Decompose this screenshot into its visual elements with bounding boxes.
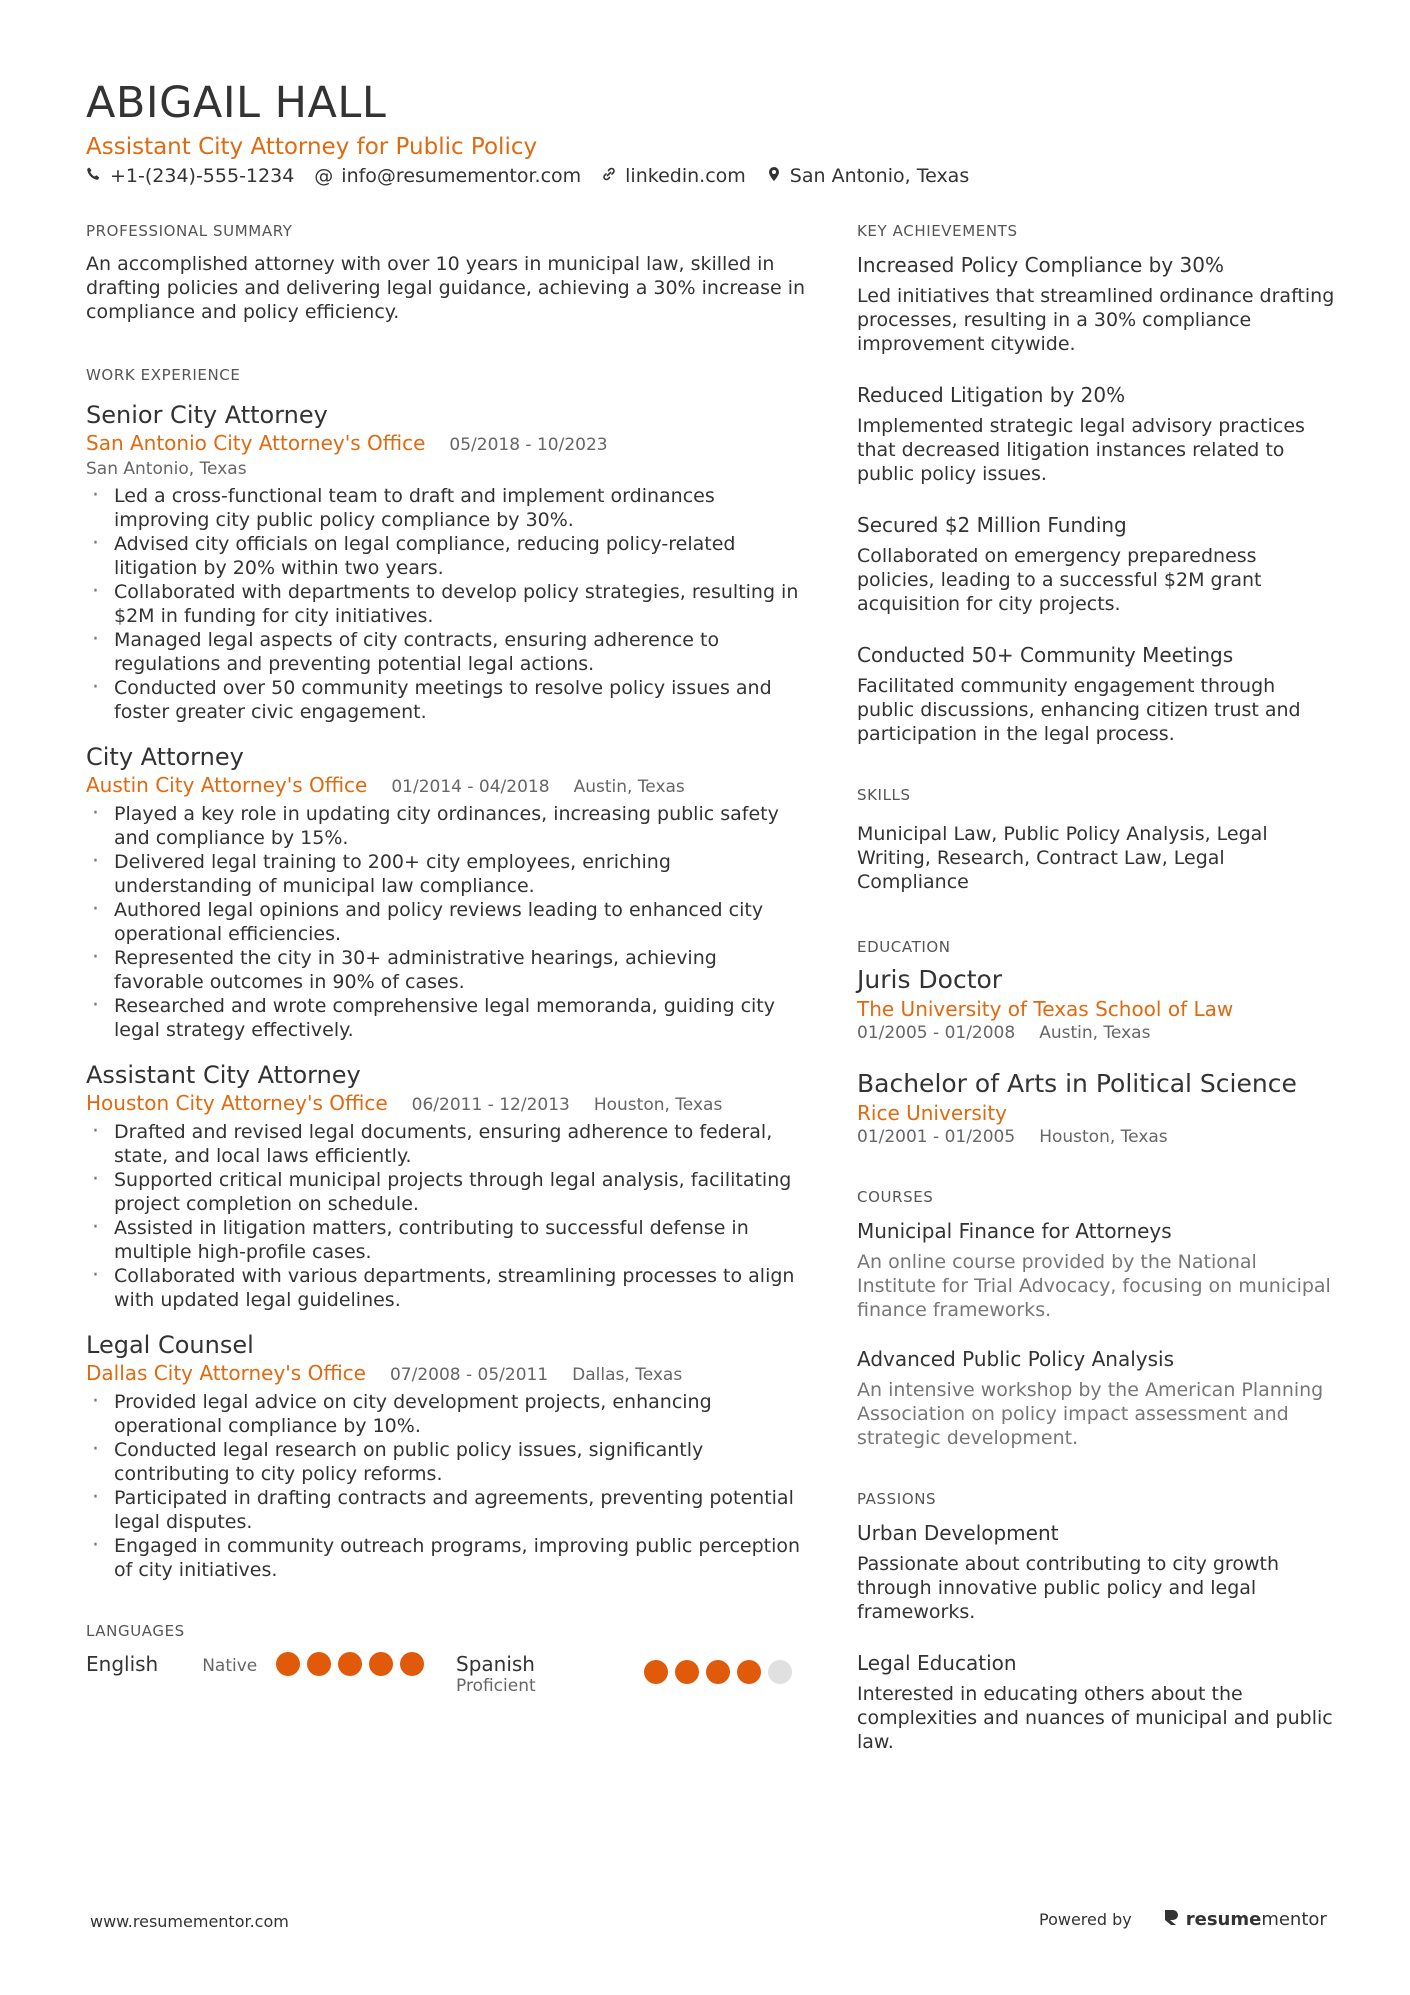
contact-bar xyxy=(86,165,969,187)
course-title: Advanced Public Policy Analysis xyxy=(857,1347,1174,1371)
phone-text: +1-(234)-555-1234 xyxy=(110,165,295,187)
education-location: Austin, Texas xyxy=(1039,1023,1151,1043)
course-item xyxy=(857,1346,1337,1450)
job-title: City Attorney xyxy=(86,743,244,771)
job-title: Senior City Attorney xyxy=(86,401,328,429)
language-rating xyxy=(644,1660,792,1684)
language-level: Proficient xyxy=(456,1676,536,1696)
email-text: info@resumementor.com xyxy=(341,165,582,187)
education-degree: Juris Doctor xyxy=(857,965,1003,994)
job-company: Dallas City Attorney's Office xyxy=(86,1361,366,1385)
achievement-title: Reduced Litigation by 20% xyxy=(857,383,1126,407)
course-desc: An intensive workshop by the American Planning Association on policy impact assessment and strategic development. xyxy=(857,1379,1324,1449)
passion-item xyxy=(857,1650,1337,1754)
job-location: San Antonio, Texas xyxy=(86,459,247,479)
passion-desc: Passionate about contributing to city growth through innovative public policy and legal frameworks. xyxy=(857,1553,1279,1623)
job-bullet: · Delivered legal training to 200+ city employees, enriching understanding of municipal law compliance. xyxy=(86,850,806,898)
courses-title: COURSES xyxy=(857,1188,934,1206)
education-school: The University of Texas School of Law xyxy=(857,997,1234,1021)
location-text: San Antonio, Texas xyxy=(789,165,970,187)
experience-title: WORK EXPERIENCE xyxy=(86,366,241,384)
job-location: Houston, Texas xyxy=(593,1095,723,1115)
passion-item xyxy=(857,1520,1337,1624)
job-bullets xyxy=(86,1120,806,1312)
rating-dot-filled xyxy=(400,1652,424,1676)
footer-website[interactable]: www.resumementor.com xyxy=(90,1912,289,1931)
passions-title: PASSIONS xyxy=(857,1490,937,1508)
job-bullet: · Supported critical municipal projects through legal analysis, facilitating project completion on schedule. xyxy=(86,1168,806,1216)
education-dates: 01/2005 - 01/2008 xyxy=(857,1023,1016,1043)
rating-dot-filled xyxy=(706,1660,730,1684)
job-entry xyxy=(86,1330,806,1582)
contact-email[interactable] xyxy=(314,165,581,187)
job-company: Austin City Attorney's Office xyxy=(86,773,368,797)
job-bullets xyxy=(86,484,806,724)
achievement-item xyxy=(857,252,1337,356)
language-label xyxy=(86,1652,276,1676)
achievement-desc: Implemented strategic legal advisory practices that decreased litigation instances related to public policy issues. xyxy=(857,415,1305,485)
job-dates: 06/2011 - 12/2013 xyxy=(411,1095,570,1115)
job-entry xyxy=(86,1060,806,1312)
candidate-role: Assistant City Attorney for Public Policy xyxy=(86,134,538,160)
language-rating xyxy=(276,1652,424,1676)
achievement-title: Conducted 50+ Community Meetings xyxy=(857,643,1234,667)
language-item xyxy=(86,1652,456,1676)
languages-list xyxy=(86,1652,806,1696)
course-title: Municipal Finance for Attorneys xyxy=(857,1219,1172,1243)
contact-linkedin[interactable] xyxy=(601,165,746,187)
rating-dot-filled xyxy=(737,1660,761,1684)
job-company: Houston City Attorney's Office xyxy=(86,1091,388,1115)
brand-logo[interactable] xyxy=(1162,1908,1327,1931)
job-bullet: · Authored legal opinions and policy reviews leading to enhanced city operational efficiencies. xyxy=(86,898,806,946)
achievement-title: Increased Policy Compliance by 30% xyxy=(857,253,1225,277)
education-dates: 01/2001 - 01/2005 xyxy=(857,1127,1016,1147)
education-school: Rice University xyxy=(857,1101,1007,1125)
job-entry xyxy=(86,400,806,724)
candidate-name: ABIGAIL HALL xyxy=(86,78,387,128)
job-bullet: · Participated in drafting contracts and agreements, preventing potential legal disputes. xyxy=(86,1486,806,1534)
job-bullet: · Played a key role in updating city ordinances, increasing public safety and compliance by 15%. xyxy=(86,802,806,850)
phone-icon xyxy=(86,165,102,187)
achievement-title: Secured $2 Million Funding xyxy=(857,513,1127,537)
at-icon: @ xyxy=(314,165,334,187)
job-location: Austin, Texas xyxy=(573,777,685,797)
achievements-title: KEY ACHIEVEMENTS xyxy=(857,222,1018,240)
job-meta xyxy=(86,430,806,458)
job-location: Dallas, Texas xyxy=(572,1365,683,1385)
contact-location xyxy=(766,165,969,187)
education-degree: Bachelor of Arts in Political Science xyxy=(857,1069,1297,1098)
rating-dot-filled xyxy=(369,1652,393,1676)
link-icon xyxy=(601,165,617,187)
passion-desc: Interested in educating others about the complexities and nuances of municipal and public law. xyxy=(857,1683,1333,1753)
summary-title: PROFESSIONAL SUMMARY xyxy=(86,222,293,240)
job-meta xyxy=(86,772,806,800)
rating-dot-empty xyxy=(768,1660,792,1684)
education-item xyxy=(857,964,1337,1044)
job-meta xyxy=(86,1090,806,1118)
education-location: Houston, Texas xyxy=(1039,1127,1168,1147)
course-item xyxy=(857,1218,1337,1322)
linkedin-text: linkedin.com xyxy=(625,165,746,187)
brand-wordmark: resumementor xyxy=(1185,1909,1327,1930)
job-bullet: · Advised city officials on legal compliance, reducing policy-related litigation by 20% within two years. xyxy=(86,532,806,580)
job-dates: 05/2018 - 10/2023 xyxy=(449,435,608,455)
language-level: Native xyxy=(202,1656,258,1676)
education-title: EDUCATION xyxy=(857,938,951,956)
job-company: San Antonio City Attorney's Office xyxy=(86,431,426,455)
job-dates: 07/2008 - 05/2011 xyxy=(389,1365,549,1385)
summary-text: An accomplished attorney with over 10 years in municipal law, skilled in drafting policies and delivering legal guidance, achieving a 30% increase in compliance and policy efficiency. xyxy=(86,253,806,323)
job-bullets xyxy=(86,1390,806,1582)
job-bullet: · Researched and wrote comprehensive legal memoranda, guiding city legal strategy effectively. xyxy=(86,994,806,1042)
job-bullet: · Conducted legal research on public policy issues, significantly contributing to city policy reforms. xyxy=(86,1438,806,1486)
job-bullets xyxy=(86,802,806,1042)
rating-dot-filled xyxy=(644,1660,668,1684)
achievement-item xyxy=(857,512,1337,616)
job-meta xyxy=(86,1360,806,1388)
job-bullet: · Engaged in community outreach programs, improving public perception of city initiatives. xyxy=(86,1534,806,1582)
job-bullet: · Conducted over 50 community meetings to resolve policy issues and foster greater civic engagement. xyxy=(86,676,806,724)
achievement-item xyxy=(857,642,1337,746)
passion-title: Legal Education xyxy=(857,1651,1017,1675)
rating-dot-filled xyxy=(675,1660,699,1684)
contact-phone xyxy=(86,165,294,187)
job-dates: 01/2014 - 04/2018 xyxy=(391,777,550,797)
language-item xyxy=(456,1652,801,1696)
job-bullet: · Represented the city in 30+ administrative hearings, achieving favorable outcomes in 90% of cases. xyxy=(86,946,806,994)
job-bullet: · Led a cross-functional team to draft and implement ordinances improving city public policy compliance by 30%. xyxy=(86,484,806,532)
skills-title: SKILLS xyxy=(857,786,911,804)
job-bullet: · Managed legal aspects of city contracts, ensuring adherence to regulations and preventing potential legal actions. xyxy=(86,628,806,676)
left-column xyxy=(86,222,806,1696)
rating-dot-filled xyxy=(307,1652,331,1676)
job-entry xyxy=(86,742,806,1042)
achievement-desc: Led initiatives that streamlined ordinance drafting processes, resulting in a 30% compliance improvement citywide. xyxy=(857,285,1335,355)
education-item xyxy=(857,1068,1337,1148)
job-bullet: · Drafted and revised legal documents, ensuring adherence to federal, state, and local laws efficiently. xyxy=(86,1120,806,1168)
job-title: Legal Counsel xyxy=(86,1331,254,1359)
job-bullet: · Assisted in litigation matters, contributing to successful defense in multiple high-profile cases. xyxy=(86,1216,806,1264)
course-desc: An online course provided by the National Institute for Trial Advocacy, focusing on municipal finance frameworks. xyxy=(857,1251,1331,1321)
job-title: Assistant City Attorney xyxy=(86,1061,361,1089)
language-label xyxy=(456,1652,644,1696)
achievement-desc: Facilitated community engagement through public discussions, enhancing citizen trust and participation in the legal process. xyxy=(857,675,1301,745)
job-bullet: · Collaborated with departments to develop policy strategies, resulting in $2M in funding for city initiatives. xyxy=(86,580,806,628)
rating-dot-filled xyxy=(338,1652,362,1676)
footer-branding xyxy=(1039,1908,1327,1931)
language-name: English xyxy=(86,1652,159,1676)
skills-text: Municipal Law, Public Policy Analysis, Legal Writing, Research, Contract Law, Legal Compliance xyxy=(857,823,1268,893)
rating-dot-filled xyxy=(276,1652,300,1676)
education-meta xyxy=(857,1126,1337,1148)
language-name: Spanish xyxy=(456,1652,535,1676)
languages-title: LANGUAGES xyxy=(86,1622,185,1640)
powered-by-text: Powered by xyxy=(1039,1910,1132,1929)
location-pin-icon xyxy=(766,165,782,187)
brand-mark-icon xyxy=(1162,1908,1180,1931)
achievement-item xyxy=(857,382,1337,486)
education-meta xyxy=(857,1022,1337,1044)
achievement-desc: Collaborated on emergency preparedness policies, leading to a successful $2M grant acquisition for city projects. xyxy=(857,545,1262,615)
right-column xyxy=(857,222,1337,1780)
passion-title: Urban Development xyxy=(857,1521,1059,1545)
job-bullet: · Provided legal advice on city development projects, enhancing operational compliance by 10%. xyxy=(86,1390,806,1438)
job-bullet: · Collaborated with various departments, streamlining processes to align with updated legal guidelines. xyxy=(86,1264,806,1312)
